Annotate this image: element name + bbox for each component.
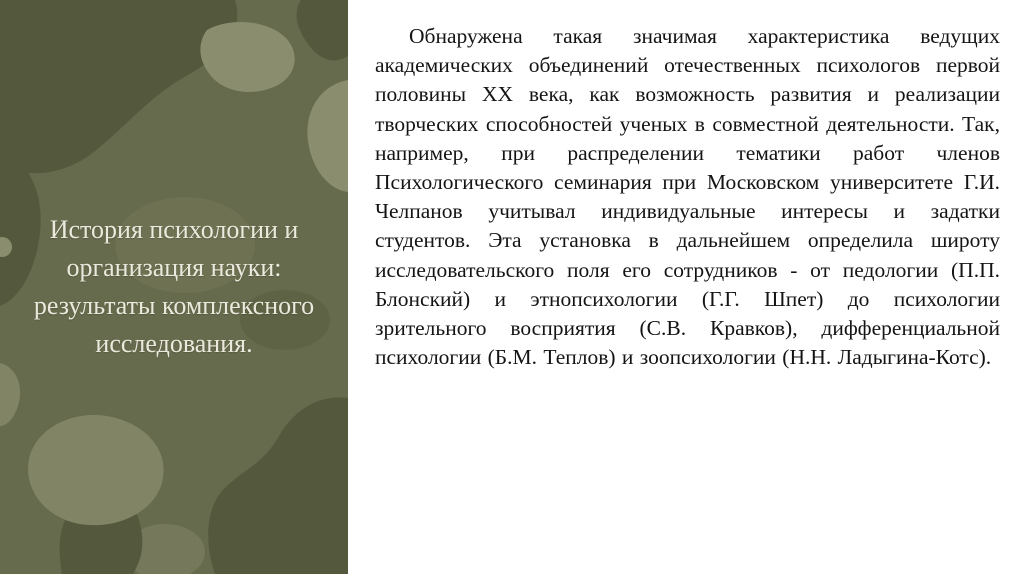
slide-body-area — [348, 0, 1024, 574]
slide-title: История психологии и организация науки: результаты комплексного исследования. — [33, 215, 315, 358]
body-paragraph: Обнаружена такая значимая характеристика ведущих академических объединений отечественных психологов первой половины XX века, как возможность развития и реализации творческих способностей ученых в совместной деятельности. Так, например, при распределении тематики работ членов Психологического семинария при Московском университете Г.И. Челпанов учитывал индивидуальные интересы и задатки студентов. Эта установка в дальнейшем определила широту исследовательского поля его сотрудников - от педологии (П.П. Блонский) и этнопсихологии (Г.Г. Шпет) до психологии зрительного восприятия (С.В. Кравков), дифференциальной психологии (Б.М. Теплов) и зоопсихологии (Н.Н. Ладыгина-Котс). — [375, 24, 1000, 370]
camo-sidebar — [0, 0, 348, 574]
